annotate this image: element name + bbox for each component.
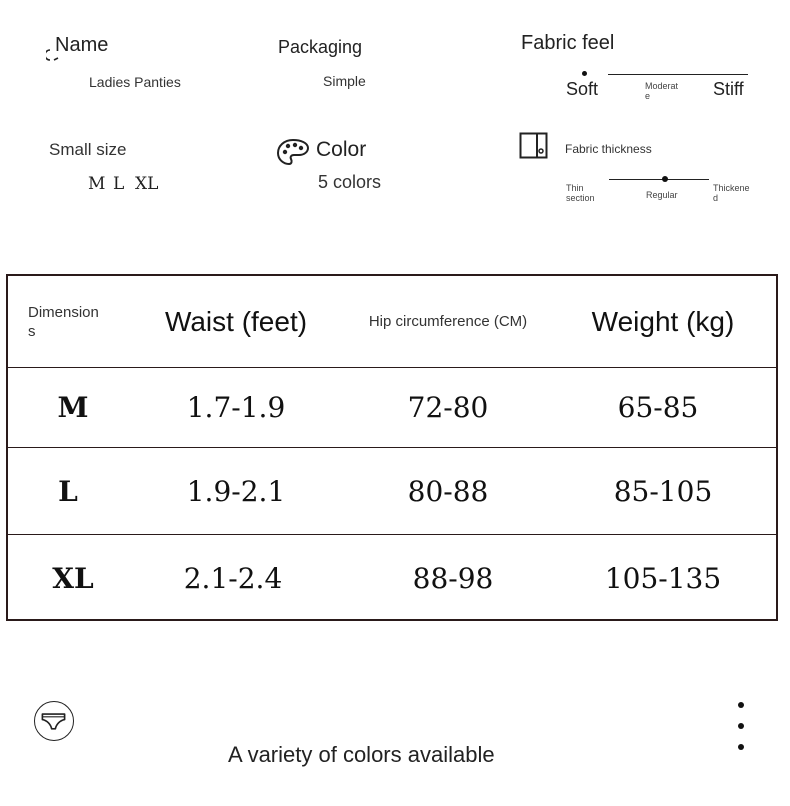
table-cell bbox=[348, 448, 548, 534]
palette-icon bbox=[276, 137, 310, 172]
size-label: L bbox=[58, 474, 78, 508]
fabric-thickness-scale bbox=[609, 179, 709, 180]
fabric-thickness-title: Fabric thickness bbox=[565, 142, 652, 156]
packaging-value: Simple bbox=[323, 73, 366, 89]
more-vertical-icon[interactable] bbox=[736, 702, 748, 754]
menu-dot bbox=[738, 702, 744, 708]
hip-value: 72-80 bbox=[407, 391, 489, 424]
name-value: Ladies Panties bbox=[89, 74, 181, 90]
table-cell bbox=[28, 368, 118, 447]
table-cell bbox=[563, 448, 763, 534]
color-value: 5 colors bbox=[318, 172, 382, 192]
waist-value: 1.7-1.9 bbox=[186, 391, 286, 424]
waist-value: 1.9-2.1 bbox=[186, 474, 286, 508]
weight-value: 85-105 bbox=[613, 474, 713, 508]
fabric-thickness-low: Thin section bbox=[566, 183, 595, 203]
menu-dot bbox=[738, 744, 744, 750]
size-label: M bbox=[57, 391, 89, 424]
header-cell bbox=[563, 276, 763, 367]
size-l: L bbox=[113, 174, 125, 194]
size-label: XL bbox=[52, 561, 94, 595]
fabric-feel-low: Soft bbox=[566, 79, 599, 99]
fabric-thickness-spec bbox=[519, 132, 759, 212]
color-title: Color bbox=[316, 138, 367, 161]
table-cell bbox=[136, 368, 336, 447]
size-table bbox=[6, 274, 778, 621]
menu-dot bbox=[738, 723, 744, 729]
waist-value: 2.1-2.4 bbox=[183, 561, 283, 595]
fabric-feel-spec bbox=[516, 30, 756, 105]
weight-value: 105-135 bbox=[604, 561, 722, 595]
table-cell bbox=[23, 448, 113, 534]
table-cell bbox=[28, 535, 118, 621]
header-dimensions: Dimensions bbox=[28, 303, 99, 340]
table-cell bbox=[133, 535, 333, 621]
underwear-icon[interactable] bbox=[34, 701, 74, 741]
table-cell bbox=[558, 368, 758, 447]
header-hip: Hip circumference (CM) bbox=[368, 313, 528, 330]
fabric-feel-marker bbox=[582, 71, 587, 76]
fabric-feel-high: Stiff bbox=[713, 79, 744, 99]
header-waist: Waist (feet) bbox=[164, 305, 308, 337]
table-cell bbox=[563, 535, 763, 621]
header-cell bbox=[348, 276, 548, 367]
fabric-feel-scale bbox=[608, 74, 748, 75]
footer-caption: A variety of colors available bbox=[228, 742, 495, 767]
header-cell bbox=[136, 276, 336, 367]
table-header-row bbox=[8, 276, 776, 367]
fabric-feel-title: Fabric feel bbox=[521, 32, 615, 54]
small-size-title: Small size bbox=[49, 140, 127, 159]
table-row bbox=[8, 447, 776, 534]
table-cell bbox=[348, 368, 548, 447]
header-weight: Weight (kg) bbox=[591, 305, 735, 337]
fabric-thickness-mid: Regular bbox=[646, 190, 678, 200]
weight-value: 65-85 bbox=[617, 391, 699, 424]
size-m: M bbox=[88, 174, 106, 194]
packaging-title: Packaging bbox=[278, 37, 363, 57]
book-icon bbox=[519, 132, 549, 165]
hip-value: 88-98 bbox=[412, 561, 494, 595]
fabric-thickness-marker bbox=[662, 176, 668, 182]
table-cell bbox=[353, 535, 553, 621]
table-row bbox=[8, 534, 776, 621]
fabric-thickness-high: Thickened bbox=[713, 183, 750, 203]
table-cell bbox=[136, 448, 336, 534]
header-cell bbox=[28, 276, 128, 367]
hip-value: 80-88 bbox=[407, 474, 489, 508]
fabric-feel-mid: Moderate bbox=[645, 81, 679, 101]
table-row bbox=[8, 367, 776, 447]
size-xl: XL bbox=[135, 174, 159, 194]
name-title: Name bbox=[55, 34, 109, 56]
